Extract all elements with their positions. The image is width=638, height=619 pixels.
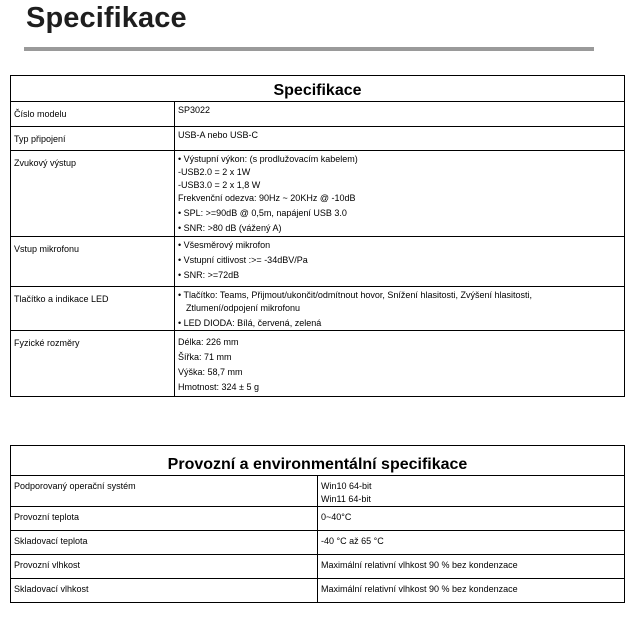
value-line: -USB3.0 = 2 x 1,8 W [178, 180, 261, 190]
row-label: Číslo modelu [11, 102, 175, 127]
row-value [318, 476, 625, 507]
table-row [11, 331, 625, 397]
table-row [11, 287, 625, 331]
value-line: • Tlačítko: Teams, Přijmout/ukončit/odmítnout hovor, Snížení hlasitosti, Zvýšení hlasitosti, [178, 290, 532, 300]
row-value [318, 507, 625, 531]
row-value [318, 531, 625, 555]
environment-table [10, 445, 625, 603]
row-label: Typ připojení [11, 127, 175, 151]
value-line: • Vstupní citlivost :>= -34dBV/Pa [178, 255, 308, 265]
value-line: SP3022 [178, 105, 211, 115]
value-line: -USB2.0 = 2 x 1W [178, 167, 251, 177]
row-value [175, 127, 625, 151]
table-row [11, 102, 625, 127]
title-divider [24, 47, 594, 51]
value-line: Frekvenční odezva: 90Hz ~ 20KHz @ -10dB [178, 193, 356, 203]
value-line: -40 °C až 65 °C [321, 536, 384, 546]
value-line: 0~40°C [321, 512, 352, 522]
value-line: Maximální relativní vlhkost 90 % bez kondenzace [321, 584, 518, 594]
value-line: • LED DIODA: Bílá, červená, zelená [178, 318, 322, 328]
row-value [175, 331, 625, 397]
value-line: Délka: 226 mm [178, 337, 239, 347]
specifications-heading: Specifikace [11, 80, 625, 102]
table-row [11, 151, 625, 237]
environment-heading: Provozní a environmentální specifikace [11, 454, 625, 476]
row-value [175, 287, 625, 331]
table-row [11, 531, 625, 555]
row-label: Provozní teplota [11, 507, 318, 531]
page-title: Specifikace [26, 2, 187, 34]
table-row [11, 237, 625, 287]
row-value [175, 151, 625, 237]
row-label: Provozní vlhkost [11, 555, 318, 579]
row-label: Podporovaný operační systém [11, 476, 318, 507]
value-line: • SNR: >80 dB (vážený A) [178, 223, 282, 233]
value-line: Ztlumení/odpojení mikrofonu [186, 303, 301, 313]
value-line: Win10 64-bit [321, 481, 372, 491]
row-label: Fyzické rozměry [11, 331, 175, 397]
value-line: Maximální relativní vlhkost 90 % bez kondenzace [321, 560, 518, 570]
value-line: Win11 64-bit [321, 494, 371, 504]
row-label: Zvukový výstup [11, 151, 175, 237]
row-label: Skladovací vlhkost [11, 579, 318, 603]
value-line: USB-A nebo USB-C [178, 130, 259, 140]
value-line: • Všesměrový mikrofon [178, 240, 271, 250]
value-line: • Výstupní výkon: (s prodlužovacím kabelem) [178, 154, 358, 164]
row-value [175, 102, 625, 127]
table-row [11, 127, 625, 151]
value-line: Šířka: 71 mm [178, 352, 232, 362]
specifications-table [10, 75, 625, 397]
row-value [175, 237, 625, 287]
row-value [318, 579, 625, 603]
table-row [11, 476, 625, 507]
table-row [11, 555, 625, 579]
row-label: Tlačítko a indikace LED [11, 287, 175, 331]
value-line: Výška: 58,7 mm [178, 367, 243, 377]
row-label: Skladovací teplota [11, 531, 318, 555]
table-row [11, 507, 625, 531]
value-line: • SPL: >=90dB @ 0,5m, napájení USB 3.0 [178, 208, 347, 218]
row-label: Vstup mikrofonu [11, 237, 175, 287]
table-row [11, 579, 625, 603]
row-value [318, 555, 625, 579]
value-line: • SNR: >=72dB [178, 270, 240, 280]
value-line: Hmotnost: 324 ± 5 g [178, 382, 259, 392]
